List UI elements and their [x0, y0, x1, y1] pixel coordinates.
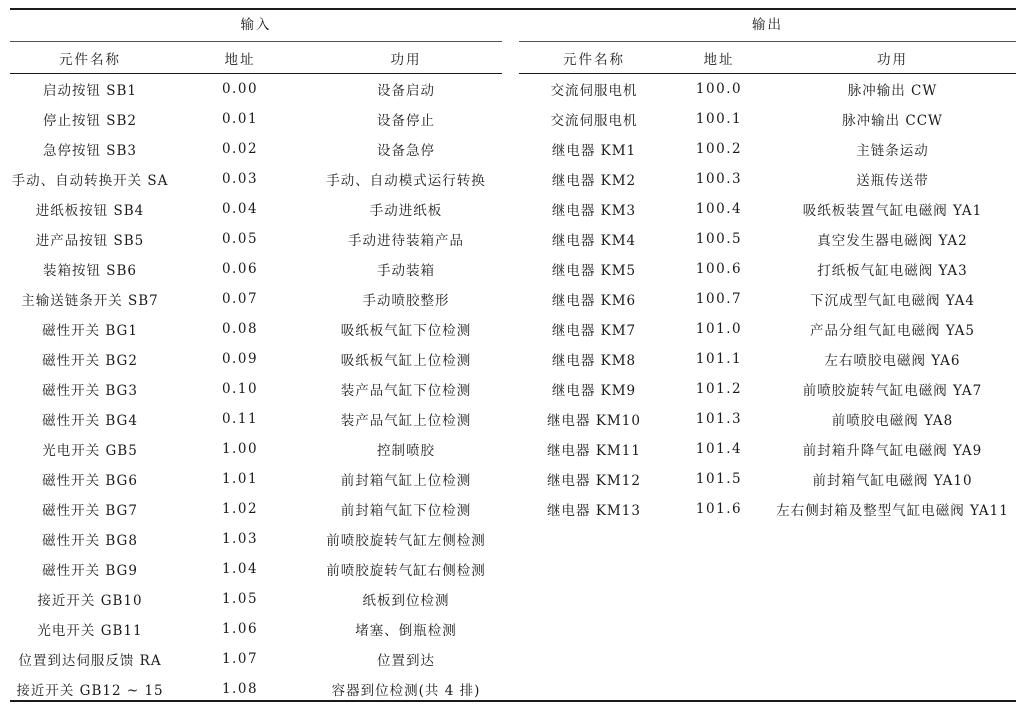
function: 控制喷胶	[377, 443, 435, 459]
table-row	[10, 494, 502, 524]
table-row	[519, 74, 1016, 104]
address: 0.11	[221, 411, 259, 427]
component-name: 磁性开关 BG2	[42, 353, 138, 369]
function: 下沉成型气缸电磁阀 YA4	[810, 293, 975, 309]
function: 手动进待装箱产品	[348, 233, 464, 249]
component-name: 继电器 KM10	[547, 413, 641, 429]
function: 前封箱气缸电磁阀 YA10	[812, 473, 973, 489]
address: 101.6	[695, 501, 743, 517]
address: 0.03	[221, 171, 259, 187]
function: 设备停止	[377, 113, 435, 129]
component-name: 启动按钮 SB1	[42, 83, 138, 99]
address: 101.3	[695, 411, 743, 427]
address: 1.02	[221, 501, 259, 517]
function: 容器到位检测(共 4 排)	[331, 683, 481, 699]
component-name: 急停按钮 SB3	[42, 143, 138, 159]
address: 1.07	[221, 651, 259, 667]
component-name: 停止按钮 SB2	[42, 113, 138, 129]
address: 1.03	[221, 531, 259, 547]
output-section	[519, 10, 1016, 524]
address: 1.08	[221, 681, 259, 697]
function: 手动进纸板	[369, 203, 443, 219]
component-name: 继电器 KM3	[551, 203, 637, 219]
output-header-address: 地址	[703, 51, 735, 68]
address: 0.00	[221, 81, 259, 97]
function: 手动装箱	[377, 263, 435, 279]
component-name: 磁性开关 BG7	[42, 503, 138, 519]
function: 手动、自动模式运行转换	[326, 173, 486, 189]
address: 0.10	[221, 381, 259, 397]
address: 0.07	[221, 291, 259, 307]
address: 100.4	[695, 201, 743, 217]
table-row	[519, 464, 1016, 494]
component-name: 交流伺服电机	[550, 83, 638, 99]
address: 1.01	[221, 471, 259, 487]
table-row	[519, 164, 1016, 194]
function: 前喷胶电磁阀 YA8	[831, 413, 954, 429]
address: 100.2	[695, 141, 743, 157]
component-name: 继电器 KM5	[551, 263, 637, 279]
function: 前喷胶旋转气缸电磁阀 YA7	[802, 383, 983, 399]
output-header-name: 元件名称	[563, 51, 625, 68]
table-row	[10, 314, 502, 344]
function: 左右侧封箱及整型气缸电磁阀 YA11	[776, 503, 1009, 519]
component-name: 手动、自动转换开关 SA	[11, 173, 169, 189]
component-name: 继电器 KM7	[551, 323, 637, 339]
address: 101.0	[695, 321, 743, 337]
function: 手动喷胶整形	[362, 293, 450, 309]
function: 纸板到位检测	[362, 593, 450, 609]
address: 0.09	[221, 351, 259, 367]
table-row	[10, 104, 502, 134]
function: 脉冲输出 CCW	[842, 113, 943, 129]
output-group-title: 输出	[519, 10, 1016, 42]
table-row	[10, 164, 502, 194]
function: 前封箱气缸上位检测	[340, 473, 472, 489]
component-name: 接近开关 GB10	[37, 593, 143, 609]
address: 0.06	[221, 261, 259, 277]
address: 1.04	[221, 561, 259, 577]
component-name: 继电器 KM6	[551, 293, 637, 309]
table-row	[10, 584, 502, 614]
component-name: 磁性开关 BG3	[42, 383, 138, 399]
component-name: 主输送链条开关 SB7	[21, 293, 159, 309]
address: 0.04	[221, 201, 259, 217]
input-section	[10, 10, 502, 704]
component-name: 继电器 KM4	[551, 233, 637, 249]
function: 产品分组气缸电磁阀 YA5	[810, 323, 975, 339]
table-row	[10, 404, 502, 434]
input-header-address: 地址	[224, 51, 256, 68]
table-row	[519, 404, 1016, 434]
component-name: 进产品按钮 SB5	[35, 233, 145, 249]
component-name: 交流伺服电机	[550, 113, 638, 129]
function: 装产品气缸下位检测	[340, 383, 472, 399]
function: 堵塞、倒瓶检测	[355, 623, 457, 639]
component-name: 继电器 KM11	[547, 443, 641, 459]
address: 100.7	[695, 291, 743, 307]
function: 送瓶传送带	[856, 173, 929, 189]
function: 装产品气缸上位检测	[340, 413, 472, 429]
component-name: 继电器 KM2	[551, 173, 637, 189]
table-row	[519, 314, 1016, 344]
table-row	[519, 104, 1016, 134]
component-name: 装箱按钮 SB6	[42, 263, 138, 279]
component-name: 继电器 KM8	[551, 353, 637, 369]
io-address-table	[10, 8, 1016, 702]
function: 吸纸板装置气缸电磁阀 YA1	[802, 203, 983, 219]
address: 1.05	[221, 591, 259, 607]
address: 0.05	[221, 231, 259, 247]
component-name: 磁性开关 BG8	[42, 533, 138, 549]
component-name: 继电器 KM9	[551, 383, 637, 399]
table-row	[10, 134, 502, 164]
function: 脉冲输出 CW	[847, 83, 938, 99]
table-row	[519, 254, 1016, 284]
input-column-headers	[10, 42, 502, 74]
function: 打纸板气缸电磁阀 YA3	[817, 263, 968, 279]
output-header-function: 功用	[877, 51, 908, 68]
function: 设备急停	[377, 143, 435, 159]
table-row	[519, 494, 1016, 524]
input-header-function: 功用	[390, 51, 422, 68]
table-row	[10, 614, 502, 644]
table-row	[10, 644, 502, 674]
function: 左右喷胶电磁阀 YA6	[824, 353, 961, 369]
function: 前封箱升降气缸电磁阀 YA9	[802, 443, 983, 459]
output-rows	[519, 74, 1016, 524]
function: 吸纸板气缸上位检测	[340, 353, 472, 369]
function: 前封箱气缸下位检测	[340, 503, 472, 519]
table-row	[519, 284, 1016, 314]
table-row	[519, 374, 1016, 404]
component-name: 磁性开关 BG6	[42, 473, 138, 489]
address: 1.00	[221, 441, 259, 457]
table-row	[10, 434, 502, 464]
address: 1.06	[221, 621, 259, 637]
input-header-name: 元件名称	[59, 51, 121, 68]
table-row	[519, 134, 1016, 164]
table-row	[519, 224, 1016, 254]
table-row	[10, 524, 502, 554]
component-name: 光电开关 GB11	[37, 623, 143, 639]
component-name: 磁性开关 BG4	[42, 413, 138, 429]
output-column-headers	[519, 42, 1016, 74]
table-row	[10, 464, 502, 494]
address: 100.5	[695, 231, 743, 247]
address: 101.2	[695, 381, 743, 397]
function: 主链条运动	[856, 143, 929, 159]
address: 0.02	[221, 141, 259, 157]
component-name: 接近开关 GB12 ~ 15	[16, 683, 164, 699]
component-name: 继电器 KM13	[547, 503, 641, 519]
table-row	[10, 74, 502, 104]
component-name: 磁性开关 BG9	[42, 563, 138, 579]
address: 100.1	[695, 111, 743, 127]
component-name: 光电开关 GB5	[42, 443, 138, 459]
table-row	[519, 344, 1016, 374]
address: 101.1	[695, 351, 743, 367]
address: 100.0	[695, 81, 743, 97]
address: 100.6	[695, 261, 743, 277]
component-name: 磁性开关 BG1	[42, 323, 138, 339]
table-row	[10, 224, 502, 254]
address: 0.08	[221, 321, 259, 337]
table-row	[519, 194, 1016, 224]
table-row	[10, 344, 502, 374]
table-row	[10, 374, 502, 404]
input-group-title: 输入	[10, 10, 502, 42]
table-row	[10, 674, 502, 704]
input-rows	[10, 74, 502, 704]
table-row	[10, 194, 502, 224]
component-name: 继电器 KM1	[551, 143, 637, 159]
table-row	[519, 434, 1016, 464]
function: 真空发生器电磁阀 YA2	[817, 233, 968, 249]
address: 0.01	[221, 111, 259, 127]
table-row	[10, 554, 502, 584]
address: 100.3	[695, 171, 743, 187]
table-row	[10, 254, 502, 284]
function: 位置到达	[377, 653, 435, 669]
component-name: 位置到达伺服反馈 RA	[18, 653, 162, 669]
function: 前喷胶旋转气缸右侧检测	[326, 563, 486, 579]
function: 吸纸板气缸下位检测	[340, 323, 472, 339]
address: 101.5	[695, 471, 743, 487]
function: 设备启动	[377, 83, 435, 99]
function: 前喷胶旋转气缸左侧检测	[326, 533, 486, 549]
component-name: 进纸板按钮 SB4	[35, 203, 145, 219]
table-row	[10, 284, 502, 314]
address: 101.4	[695, 441, 743, 457]
component-name: 继电器 KM12	[547, 473, 641, 489]
